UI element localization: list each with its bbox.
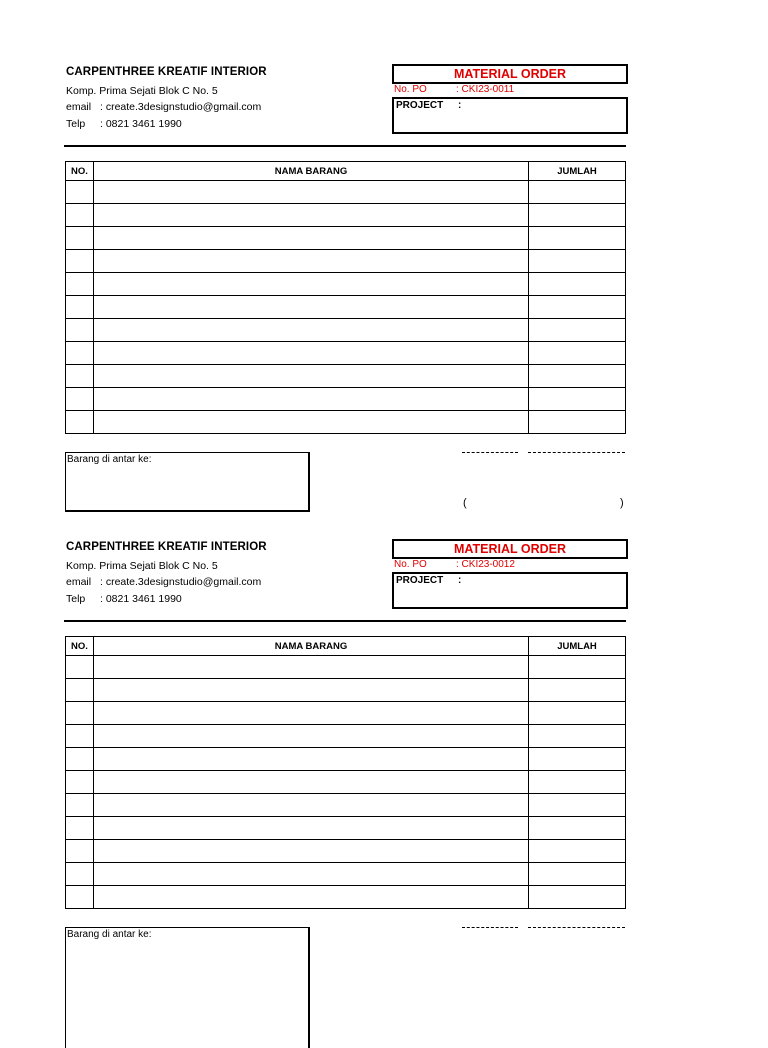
cell-no [66,886,94,909]
cell-no [66,411,94,434]
company-name: CARPENTHREE KREATIF INTERIOR [66,541,267,553]
cell-nama-barang[interactable] [94,794,529,817]
cell-jumlah[interactable] [529,365,626,388]
signature-name-close-paren: ) [620,497,624,509]
signature-line-right [528,927,625,928]
material-order-form-2 [0,475,768,951]
table-row [66,181,626,204]
table-row [66,250,626,273]
po-label: No. PO [394,559,427,570]
table-header-row [66,162,626,181]
telp-value: : 0821 3461 1990 [100,593,182,605]
delivery-label: Barang di antar ke: [67,454,152,465]
table-row [66,794,626,817]
table-row [66,748,626,771]
table-row [66,296,626,319]
project-label: PROJECT [396,575,444,586]
items-table [65,636,626,909]
cell-no [66,296,94,319]
cell-nama-barang[interactable] [94,886,529,909]
cell-jumlah[interactable] [529,863,626,886]
company-address: Komp. Prima Sejati Blok C No. 5 [66,560,218,572]
email-label: email [66,101,92,113]
items-table [65,161,626,434]
po-number-line [394,84,514,95]
cell-nama-barang[interactable] [94,702,529,725]
col-header-jumlah: JUMLAH [529,637,626,656]
cell-no [66,319,94,342]
cell-no [66,204,94,227]
table-row [66,273,626,296]
table-row [66,342,626,365]
cell-nama-barang[interactable] [94,204,529,227]
po-label: No. PO [394,84,427,95]
cell-no [66,388,94,411]
cell-no [66,273,94,296]
cell-jumlah[interactable] [529,250,626,273]
cell-jumlah[interactable] [529,840,626,863]
telp-label: Telp [66,593,86,605]
cell-jumlah[interactable] [529,273,626,296]
table-row [66,771,626,794]
project-colon: : [458,575,462,586]
cell-nama-barang[interactable] [94,725,529,748]
project-label: PROJECT [396,100,444,111]
col-header-no: NO. [66,162,94,181]
table-row [66,388,626,411]
cell-no [66,840,94,863]
col-header-nama-barang: NAMA BARANG [94,162,529,181]
cell-nama-barang[interactable] [94,656,529,679]
header-divider [64,145,626,147]
cell-no [66,365,94,388]
table-row [66,411,626,434]
cell-no [66,817,94,840]
cell-no [66,771,94,794]
header-divider [64,620,626,622]
cell-nama-barang[interactable] [94,748,529,771]
cell-jumlah[interactable] [529,794,626,817]
cell-nama-barang[interactable] [94,679,529,702]
signature-line-right [528,452,625,453]
cell-nama-barang[interactable] [94,273,529,296]
cell-nama-barang[interactable] [94,250,529,273]
table-row [66,227,626,250]
col-header-jumlah: JUMLAH [529,162,626,181]
email-value: : create.3designstudio@gmail.com [100,576,262,588]
cell-no [66,794,94,817]
cell-nama-barang[interactable] [94,771,529,794]
project-field[interactable] [392,572,628,609]
po-number-line [394,559,515,570]
cell-jumlah[interactable] [529,725,626,748]
table-row [66,656,626,679]
company-telp [66,593,182,605]
signature-name-open-paren: ( [463,497,467,509]
cell-no [66,725,94,748]
cell-nama-barang[interactable] [94,365,529,388]
cell-jumlah[interactable] [529,296,626,319]
table-row [66,204,626,227]
cell-jumlah[interactable] [529,227,626,250]
cell-nama-barang[interactable] [94,411,529,434]
cell-jumlah[interactable] [529,319,626,342]
email-value: : create.3designstudio@gmail.com [100,101,262,113]
cell-nama-barang[interactable] [94,817,529,840]
telp-value: : 0821 3461 1990 [100,118,182,130]
cell-no [66,679,94,702]
cell-nama-barang[interactable] [94,840,529,863]
cell-no [66,656,94,679]
cell-no [66,181,94,204]
email-label: email [66,576,92,588]
cell-jumlah[interactable] [529,388,626,411]
table-header-row [66,637,626,656]
cell-nama-barang[interactable] [94,388,529,411]
cell-no [66,748,94,771]
cell-no [66,250,94,273]
material-order-title: MATERIAL ORDER [392,64,628,84]
table-row [66,725,626,748]
company-email [66,576,261,588]
telp-label: Telp [66,118,86,130]
table-row [66,840,626,863]
delivery-label: Barang di antar ke: [67,929,152,940]
company-email [66,101,261,113]
material-order-form-1 [0,0,768,509]
cell-no [66,702,94,725]
signature-line-left [462,452,518,453]
cell-jumlah[interactable] [529,656,626,679]
company-address: Komp. Prima Sejati Blok C No. 5 [66,85,218,97]
table-row [66,817,626,840]
col-header-no: NO. [66,637,94,656]
project-field[interactable] [392,97,628,134]
cell-jumlah[interactable] [529,771,626,794]
cell-nama-barang[interactable] [94,319,529,342]
table-row [66,319,626,342]
cell-no [66,227,94,250]
cell-jumlah[interactable] [529,702,626,725]
table-row [66,679,626,702]
col-header-nama-barang: NAMA BARANG [94,637,529,656]
table-row [66,863,626,886]
cell-jumlah[interactable] [529,181,626,204]
cell-nama-barang[interactable] [94,342,529,365]
cell-jumlah[interactable] [529,817,626,840]
po-value: : CKI23-0012 [456,559,515,570]
cell-jumlah[interactable] [529,411,626,434]
cell-jumlah[interactable] [529,748,626,771]
company-name: CARPENTHREE KREATIF INTERIOR [66,66,267,78]
cell-jumlah[interactable] [529,679,626,702]
table-row [66,365,626,388]
signature-line-left [462,927,518,928]
project-colon: : [458,100,462,111]
cell-nama-barang[interactable] [94,227,529,250]
delivery-address-box[interactable] [65,927,310,1048]
cell-no [66,342,94,365]
cell-no [66,863,94,886]
table-row [66,702,626,725]
cell-jumlah[interactable] [529,342,626,365]
table-row [66,886,626,909]
company-telp [66,118,182,130]
cell-jumlah[interactable] [529,204,626,227]
cell-nama-barang[interactable] [94,181,529,204]
po-value: : CKI23-0011 [456,84,515,95]
material-order-title: MATERIAL ORDER [392,539,628,559]
cell-jumlah[interactable] [529,886,626,909]
cell-nama-barang[interactable] [94,863,529,886]
cell-nama-barang[interactable] [94,296,529,319]
